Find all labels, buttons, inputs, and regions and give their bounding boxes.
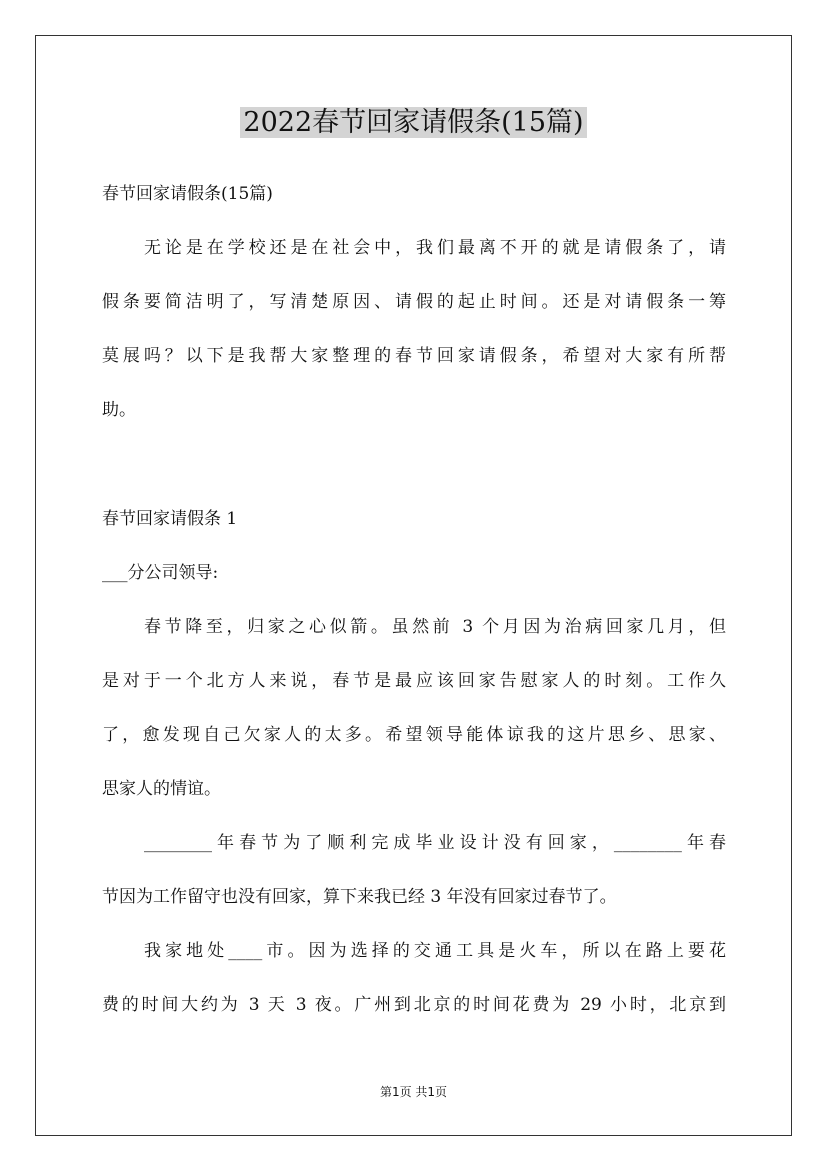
- salutation: ___分公司领导:: [102, 563, 219, 583]
- intro-line-2: 假条要简洁明了，写清楚原因、请假的起止时间。还是对请假条一筹: [102, 292, 726, 312]
- section-heading: 春节回家请假条 1: [102, 509, 238, 529]
- paragraph1-line-2: 是对于一个北方人来说，春节是最应该回家告慰家人的时刻。工作久: [102, 671, 726, 691]
- paragraph3-line-2: 费的时间大约为 3 天 3 夜。广州到北京的时间花费为 29 小时，北京到: [102, 995, 726, 1015]
- intro-line-3: 莫展吗？以下是我帮大家整理的春节回家请假条，希望对大家有所帮: [102, 346, 726, 366]
- paragraph1-line-4: 思家人的情谊。: [102, 779, 221, 799]
- intro-line-1: 无论是在学校还是在社会中，我们最离不开的就是请假条了，请: [144, 238, 726, 258]
- paragraph3-line-1: 我家地处____市。因为选择的交通工具是火车，所以在路上要花: [144, 941, 726, 961]
- paragraph1-line-3: 了，愈发现自己欠家人的太多。希望领导能体谅我的这片思乡、思家、: [102, 725, 726, 745]
- intro-line-4: 助。: [102, 400, 136, 420]
- paragraph2-line-2: 节因为工作留守也没有回家，算下来我已经 3 年没有回家过春节了。: [102, 887, 617, 907]
- document-title-text: 2022春节回家请假条(15篇): [240, 107, 586, 138]
- document-title: [0, 103, 827, 143]
- paragraph2-line-1: ________年春节为了顺利完成毕业设计没有回家，________年春: [144, 833, 726, 853]
- document-subtitle: 春节回家请假条(15篇): [102, 184, 273, 204]
- paragraph1-line-1: 春节降至，归家之心似箭。虽然前 3 个月因为治病回家几月，但: [144, 617, 726, 637]
- page-footer: 第1页 共1页: [379, 1085, 448, 1099]
